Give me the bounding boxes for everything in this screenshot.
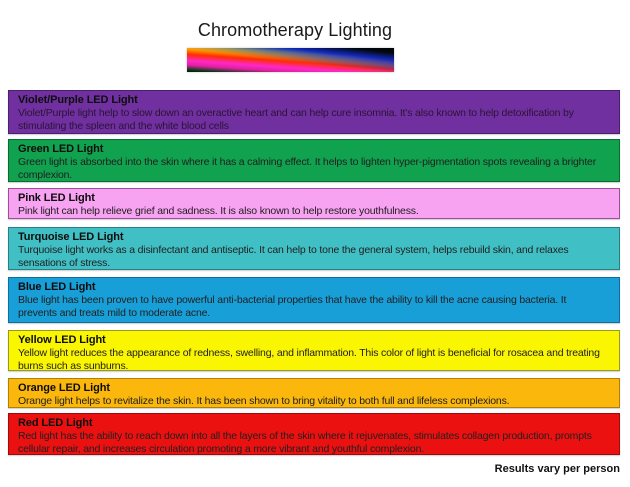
section-body: Yellow light reduces the appearance of redness, swelling, and inflammation. This color of light is beneficial for rosacea and treating burns such as sunburns. bbox=[18, 347, 600, 372]
page-title: Chromotherapy Lighting bbox=[197, 20, 393, 40]
section-title: Turquoise LED Light bbox=[18, 231, 124, 243]
section-pink-led bbox=[8, 188, 620, 219]
section-body: Pink light can help relieve grief and sadness. It is also known to help restore youthfulness. bbox=[18, 205, 419, 217]
section-title: Red LED Light bbox=[18, 417, 93, 429]
section-title: Violet/Purple LED Light bbox=[18, 94, 138, 106]
section-body: Turquoise light works as a disinfectant and antiseptic. It can help to tone the general system, helps rebuild skin, and relaxes sensations of stress. bbox=[18, 244, 569, 269]
section-body: Red light has the ability to reach down into all the layers of the skin where it rejuvenates, stimulates collagen production, prompts cellular repair, and increases circulation promoting a more vibrant and youthful complexion. bbox=[18, 430, 592, 455]
rainbow-spectrum-bar bbox=[187, 48, 394, 72]
section-red-led bbox=[8, 413, 620, 455]
section-violet-purple-led bbox=[8, 90, 620, 134]
section-title: Orange LED Light bbox=[18, 382, 110, 394]
section-green-led bbox=[8, 139, 620, 182]
section-blue-led bbox=[8, 277, 620, 323]
section-title: Green LED Light bbox=[18, 143, 104, 155]
section-title: Yellow LED Light bbox=[18, 334, 106, 346]
section-body: Violet/Purple light help to slow down an overactive heart and can help cure insomnia. It’s also known to help detoxification by stimulating the spleen and the white blood cells bbox=[18, 107, 574, 132]
section-title: Pink LED Light bbox=[18, 192, 95, 204]
section-body: Blue light has been proven to have powerful anti-bacterial properties that have the ability to kill the acne causing bacteria. It prevents and treats mild to moderate acne. bbox=[18, 294, 567, 319]
section-body: Orange light helps to revitalize the skin. It has been shown to bring vitality to both full and lifeless complexions. bbox=[18, 395, 510, 407]
section-body: Green light is absorbed into the skin where it has a calming effect. It helps to lighten hyper-pigmentation spots revealing a brighter complexion. bbox=[18, 156, 597, 181]
section-turquoise-led bbox=[8, 227, 620, 270]
section-yellow-led bbox=[8, 330, 620, 371]
results-disclaimer: Results vary per person bbox=[494, 463, 620, 475]
section-title: Blue LED Light bbox=[18, 281, 96, 293]
section-orange-led bbox=[8, 378, 620, 408]
